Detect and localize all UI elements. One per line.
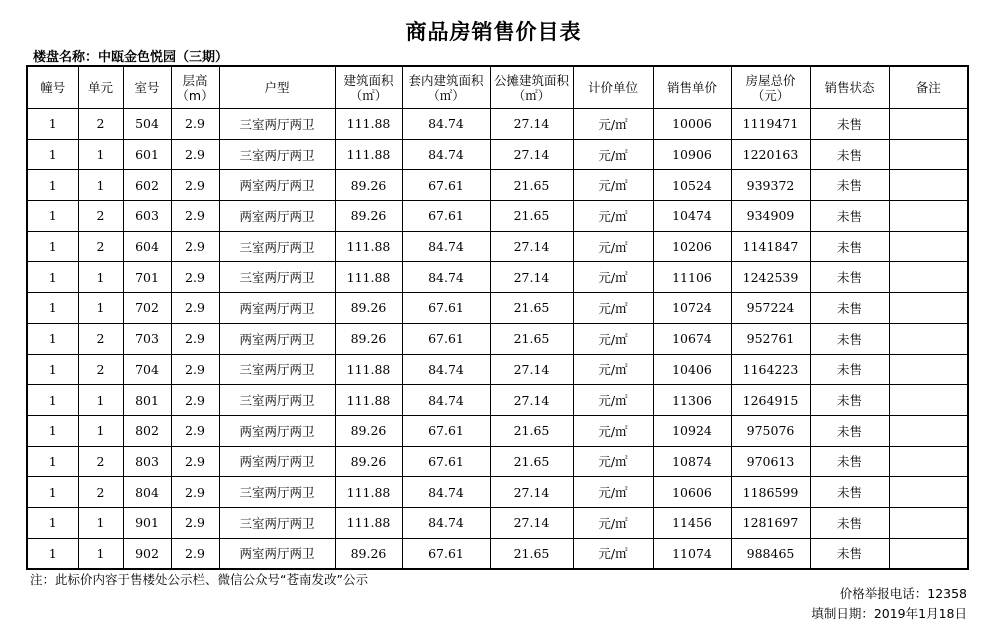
- cell-remarks: [889, 446, 968, 477]
- cell-inner-area: 84.74: [402, 139, 490, 170]
- cell-floor-height: 2.9: [171, 446, 219, 477]
- cell-room-no: 604: [123, 231, 171, 262]
- cell-shared-area: 27.14: [490, 507, 573, 538]
- cell-unit-no: 2: [78, 201, 123, 232]
- cell-inner-area: 84.74: [402, 354, 490, 385]
- cell-price-unit: 元/㎡: [573, 170, 653, 201]
- cell-unit-price: 11106: [653, 262, 731, 293]
- cell-total-price: 988465: [731, 538, 810, 569]
- cell-price-unit: 元/㎡: [573, 293, 653, 324]
- cell-shared-area: 21.65: [490, 446, 573, 477]
- cell-total-price: 975076: [731, 415, 810, 446]
- price-hotline: 价格举报电话：12358: [839, 586, 967, 601]
- table-row: [27, 139, 968, 170]
- cell-remarks: [889, 477, 968, 508]
- cell-price-unit: 元/㎡: [573, 477, 653, 508]
- cell-layout: 三室两厅两卫: [219, 477, 335, 508]
- cell-layout: 两室两厅两卫: [219, 323, 335, 354]
- cell-building-no: 1: [27, 354, 78, 385]
- cell-room-no: 703: [123, 323, 171, 354]
- cell-unit-no: 2: [78, 109, 123, 140]
- cell-building-no: 1: [27, 170, 78, 201]
- cell-room-no: 602: [123, 170, 171, 201]
- table-row: [27, 293, 968, 324]
- cell-floor-height: 2.9: [171, 293, 219, 324]
- cell-remarks: [889, 507, 968, 538]
- cell-building-area: 89.26: [335, 170, 402, 201]
- header-unit-price: 销售单价: [653, 66, 731, 109]
- cell-remarks: [889, 538, 968, 569]
- cell-price-unit: 元/㎡: [573, 507, 653, 538]
- cell-sale-status: 未售: [810, 507, 889, 538]
- cell-unit-price: 10606: [653, 477, 731, 508]
- cell-shared-area: 27.14: [490, 109, 573, 140]
- cell-room-no: 704: [123, 354, 171, 385]
- cell-sale-status: 未售: [810, 109, 889, 140]
- cell-room-no: 803: [123, 446, 171, 477]
- cell-inner-area: 67.61: [402, 201, 490, 232]
- cell-building-area: 111.88: [335, 231, 402, 262]
- cell-remarks: [889, 170, 968, 201]
- cell-floor-height: 2.9: [171, 262, 219, 293]
- cell-shared-area: 27.14: [490, 262, 573, 293]
- cell-unit-price: 10874: [653, 446, 731, 477]
- cell-building-no: 1: [27, 538, 78, 569]
- table-row: [27, 507, 968, 538]
- table-row: [27, 109, 968, 140]
- cell-remarks: [889, 201, 968, 232]
- header-building: 幢号: [27, 66, 78, 109]
- cell-layout: 两室两厅两卫: [219, 538, 335, 569]
- header-sale-status: 销售状态: [810, 66, 889, 109]
- table-row: [27, 201, 968, 232]
- cell-sale-status: 未售: [810, 201, 889, 232]
- cell-price-unit: 元/㎡: [573, 538, 653, 569]
- cell-unit-price: 11456: [653, 507, 731, 538]
- page-title: 商品房销售价目表: [405, 20, 582, 44]
- cell-total-price: 1141847: [731, 231, 810, 262]
- header-remarks: 备注: [889, 66, 968, 109]
- cell-layout: 三室两厅两卫: [219, 507, 335, 538]
- header-row: [27, 66, 968, 109]
- cell-shared-area: 27.14: [490, 139, 573, 170]
- cell-layout: 三室两厅两卫: [219, 139, 335, 170]
- cell-room-no: 802: [123, 415, 171, 446]
- cell-unit-no: 2: [78, 231, 123, 262]
- table-row: [27, 231, 968, 262]
- cell-floor-height: 2.9: [171, 507, 219, 538]
- cell-layout: 两室两厅两卫: [219, 415, 335, 446]
- header-price-unit: 计价单位: [573, 66, 653, 109]
- cell-floor-height: 2.9: [171, 477, 219, 508]
- cell-unit-price: 10724: [653, 293, 731, 324]
- cell-floor-height: 2.9: [171, 323, 219, 354]
- cell-shared-area: 21.65: [490, 323, 573, 354]
- cell-total-price: 1186599: [731, 477, 810, 508]
- cell-total-price: 1119471: [731, 109, 810, 140]
- cell-floor-height: 2.9: [171, 139, 219, 170]
- cell-unit-no: 2: [78, 446, 123, 477]
- cell-sale-status: 未售: [810, 538, 889, 569]
- cell-inner-area: 84.74: [402, 109, 490, 140]
- cell-building-no: 1: [27, 507, 78, 538]
- cell-shared-area: 21.65: [490, 170, 573, 201]
- cell-unit-price: 10006: [653, 109, 731, 140]
- cell-building-area: 89.26: [335, 415, 402, 446]
- cell-total-price: 957224: [731, 293, 810, 324]
- cell-shared-area: 21.65: [490, 293, 573, 324]
- cell-inner-area: 67.61: [402, 538, 490, 569]
- cell-sale-status: 未售: [810, 262, 889, 293]
- cell-building-no: 1: [27, 201, 78, 232]
- cell-inner-area: 84.74: [402, 385, 490, 416]
- cell-remarks: [889, 139, 968, 170]
- cell-remarks: [889, 323, 968, 354]
- cell-inner-area: 67.61: [402, 415, 490, 446]
- cell-total-price: 1164223: [731, 354, 810, 385]
- table-row: [27, 385, 968, 416]
- cell-total-price: 934909: [731, 201, 810, 232]
- cell-building-no: 1: [27, 415, 78, 446]
- cell-floor-height: 2.9: [171, 415, 219, 446]
- cell-remarks: [889, 385, 968, 416]
- cell-shared-area: 27.14: [490, 354, 573, 385]
- cell-remarks: [889, 415, 968, 446]
- cell-unit-no: 1: [78, 507, 123, 538]
- cell-building-no: 1: [27, 323, 78, 354]
- cell-price-unit: 元/㎡: [573, 415, 653, 446]
- cell-total-price: 970613: [731, 446, 810, 477]
- cell-layout: 两室两厅两卫: [219, 170, 335, 201]
- cell-layout: 三室两厅两卫: [219, 385, 335, 416]
- cell-price-unit: 元/㎡: [573, 109, 653, 140]
- cell-shared-area: 27.14: [490, 477, 573, 508]
- cell-building-area: 111.88: [335, 385, 402, 416]
- table-row: [27, 354, 968, 385]
- cell-unit-price: 10474: [653, 201, 731, 232]
- cell-room-no: 901: [123, 507, 171, 538]
- cell-total-price: 1281697: [731, 507, 810, 538]
- cell-remarks: [889, 109, 968, 140]
- cell-unit-price: 10924: [653, 415, 731, 446]
- cell-room-no: 902: [123, 538, 171, 569]
- cell-layout: 三室两厅两卫: [219, 262, 335, 293]
- cell-sale-status: 未售: [810, 477, 889, 508]
- cell-inner-area: 67.61: [402, 170, 490, 201]
- cell-building-no: 1: [27, 139, 78, 170]
- cell-unit-price: 10524: [653, 170, 731, 201]
- cell-sale-status: 未售: [810, 385, 889, 416]
- header-shared-area: 公摊建筑面积（㎡）: [490, 66, 573, 109]
- cell-building-no: 1: [27, 477, 78, 508]
- table-row: [27, 415, 968, 446]
- cell-sale-status: 未售: [810, 323, 889, 354]
- cell-sale-status: 未售: [810, 415, 889, 446]
- cell-sale-status: 未售: [810, 354, 889, 385]
- cell-price-unit: 元/㎡: [573, 139, 653, 170]
- cell-building-area: 89.26: [335, 293, 402, 324]
- table-row: [27, 323, 968, 354]
- cell-unit-price: 10674: [653, 323, 731, 354]
- cell-sale-status: 未售: [810, 170, 889, 201]
- cell-building-area: 111.88: [335, 109, 402, 140]
- cell-unit-no: 1: [78, 170, 123, 201]
- cell-shared-area: 21.65: [490, 201, 573, 232]
- cell-building-no: 1: [27, 231, 78, 262]
- cell-room-no: 601: [123, 139, 171, 170]
- cell-floor-height: 2.9: [171, 231, 219, 262]
- cell-building-area: 89.26: [335, 201, 402, 232]
- cell-sale-status: 未售: [810, 139, 889, 170]
- cell-unit-no: 1: [78, 262, 123, 293]
- table-row: [27, 538, 968, 569]
- cell-floor-height: 2.9: [171, 170, 219, 201]
- project-name: 楼盘名称：中瓯金色悦园（三期）: [33, 50, 229, 65]
- header-room: 室号: [123, 66, 171, 109]
- cell-remarks: [889, 262, 968, 293]
- cell-price-unit: 元/㎡: [573, 231, 653, 262]
- cell-room-no: 603: [123, 201, 171, 232]
- table-row: [27, 170, 968, 201]
- cell-unit-no: 1: [78, 415, 123, 446]
- fill-date: 填制日期：2019年1月18日: [811, 606, 967, 621]
- cell-layout: 两室两厅两卫: [219, 293, 335, 324]
- cell-layout: 三室两厅两卫: [219, 231, 335, 262]
- cell-total-price: 952761: [731, 323, 810, 354]
- cell-price-unit: 元/㎡: [573, 262, 653, 293]
- cell-shared-area: 27.14: [490, 385, 573, 416]
- cell-unit-no: 2: [78, 477, 123, 508]
- cell-unit-no: 1: [78, 139, 123, 170]
- cell-inner-area: 84.74: [402, 262, 490, 293]
- table-row: [27, 262, 968, 293]
- header-layout: 户型: [219, 66, 335, 109]
- cell-unit-price: 10406: [653, 354, 731, 385]
- cell-price-unit: 元/㎡: [573, 354, 653, 385]
- price-table: [26, 65, 969, 570]
- cell-room-no: 504: [123, 109, 171, 140]
- cell-sale-status: 未售: [810, 446, 889, 477]
- cell-total-price: 1264915: [731, 385, 810, 416]
- cell-floor-height: 2.9: [171, 538, 219, 569]
- cell-remarks: [889, 293, 968, 324]
- cell-building-area: 111.88: [335, 139, 402, 170]
- cell-price-unit: 元/㎡: [573, 385, 653, 416]
- cell-building-area: 111.88: [335, 507, 402, 538]
- cell-unit-price: 10206: [653, 231, 731, 262]
- cell-shared-area: 21.65: [490, 415, 573, 446]
- cell-floor-height: 2.9: [171, 201, 219, 232]
- header-building-area: 建筑面积（㎡）: [335, 66, 402, 109]
- cell-unit-no: 1: [78, 293, 123, 324]
- cell-layout: 三室两厅两卫: [219, 109, 335, 140]
- cell-sale-status: 未售: [810, 293, 889, 324]
- cell-inner-area: 67.61: [402, 293, 490, 324]
- table-row: [27, 477, 968, 508]
- cell-building-area: 111.88: [335, 354, 402, 385]
- cell-unit-no: 1: [78, 385, 123, 416]
- cell-inner-area: 67.61: [402, 323, 490, 354]
- cell-room-no: 801: [123, 385, 171, 416]
- cell-shared-area: 27.14: [490, 231, 573, 262]
- cell-inner-area: 84.74: [402, 477, 490, 508]
- cell-remarks: [889, 354, 968, 385]
- cell-layout: 三室两厅两卫: [219, 354, 335, 385]
- header-floor-height: 层高（m）: [171, 66, 219, 109]
- cell-inner-area: 84.74: [402, 507, 490, 538]
- footer-info: [811, 584, 967, 624]
- cell-room-no: 702: [123, 293, 171, 324]
- cell-inner-area: 67.61: [402, 446, 490, 477]
- cell-layout: 两室两厅两卫: [219, 201, 335, 232]
- cell-unit-no: 1: [78, 538, 123, 569]
- cell-total-price: 939372: [731, 170, 810, 201]
- cell-unit-no: 2: [78, 323, 123, 354]
- cell-unit-price: 11306: [653, 385, 731, 416]
- header-total-price: 房屋总价（元）: [731, 66, 810, 109]
- cell-total-price: 1220163: [731, 139, 810, 170]
- cell-unit-price: 10906: [653, 139, 731, 170]
- cell-price-unit: 元/㎡: [573, 201, 653, 232]
- cell-building-area: 89.26: [335, 538, 402, 569]
- cell-remarks: [889, 231, 968, 262]
- table-row: [27, 446, 968, 477]
- cell-building-no: 1: [27, 109, 78, 140]
- cell-room-no: 701: [123, 262, 171, 293]
- cell-building-area: 89.26: [335, 446, 402, 477]
- cell-floor-height: 2.9: [171, 354, 219, 385]
- cell-inner-area: 84.74: [402, 231, 490, 262]
- cell-total-price: 1242539: [731, 262, 810, 293]
- cell-room-no: 804: [123, 477, 171, 508]
- cell-unit-price: 11074: [653, 538, 731, 569]
- cell-building-area: 89.26: [335, 323, 402, 354]
- cell-building-no: 1: [27, 446, 78, 477]
- header-inner-area: 套内建筑面积（㎡）: [402, 66, 490, 109]
- cell-floor-height: 2.9: [171, 385, 219, 416]
- cell-building-area: 111.88: [335, 477, 402, 508]
- header-unit: 单元: [78, 66, 123, 109]
- cell-price-unit: 元/㎡: [573, 446, 653, 477]
- cell-shared-area: 21.65: [490, 538, 573, 569]
- cell-layout: 两室两厅两卫: [219, 446, 335, 477]
- cell-sale-status: 未售: [810, 231, 889, 262]
- cell-floor-height: 2.9: [171, 109, 219, 140]
- cell-building-no: 1: [27, 293, 78, 324]
- cell-unit-no: 2: [78, 354, 123, 385]
- cell-building-area: 111.88: [335, 262, 402, 293]
- cell-building-no: 1: [27, 262, 78, 293]
- cell-building-no: 1: [27, 385, 78, 416]
- cell-price-unit: 元/㎡: [573, 323, 653, 354]
- footnote: 注：此标价内容于售楼处公示栏、微信公众号“苍南发改”公示: [30, 572, 368, 587]
